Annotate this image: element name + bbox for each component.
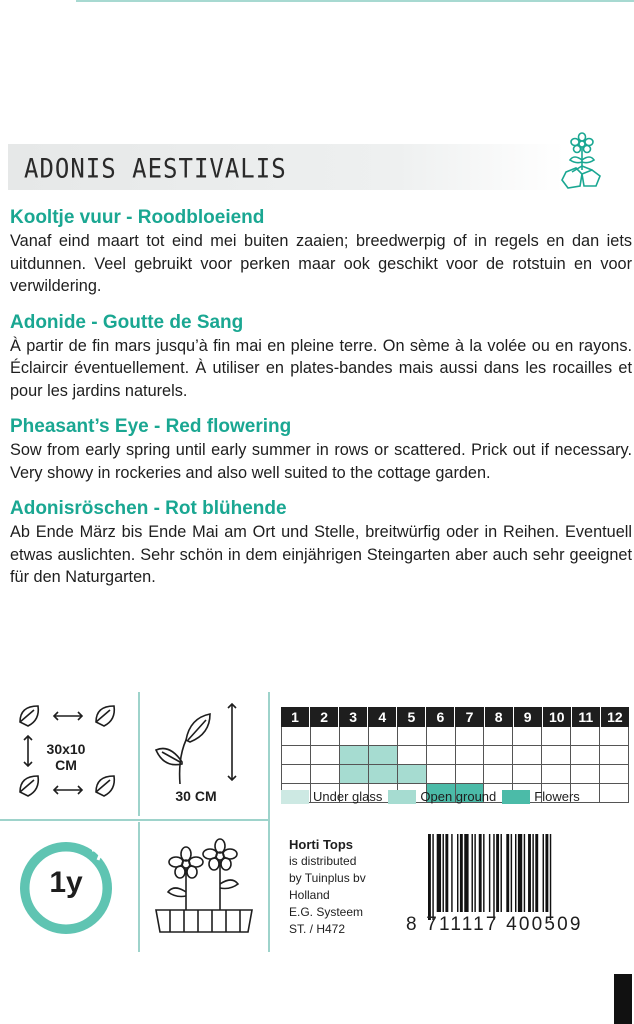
distributor-line: by Tuinplus bv: [289, 871, 366, 885]
barcode-bar: [535, 834, 538, 912]
calendar-cell: [369, 765, 398, 784]
calendar-cell: [484, 765, 513, 784]
calendar-cell: [513, 765, 542, 784]
edge-mark: [614, 974, 632, 1024]
barcode-bar: [464, 834, 468, 912]
calendar-cell: [513, 746, 542, 765]
barcode-bar: [437, 834, 441, 912]
section-body: Ab Ende März bis Ende Mai am Ort und Stelle, breitwürfig oder in Reihen. Eventuell etwas auslichten. Sehr schön in dem einjährigen Steingarten aber auch sehr geeignet für den Naturgarten.: [10, 523, 632, 586]
month-label: 10: [543, 707, 572, 727]
calendar-cell: [542, 746, 571, 765]
calendar-months: [281, 707, 629, 727]
distributor-line: ST. / H472: [289, 922, 346, 936]
month-label: 12: [607, 709, 623, 725]
legend-swatch: [502, 790, 530, 804]
barcode-bar: [460, 834, 463, 912]
legend-flowers: [502, 789, 580, 804]
barcode-bar: [545, 834, 548, 912]
month-label: 11: [572, 707, 601, 727]
month-label: 7: [455, 707, 484, 727]
calendar-cell: [427, 765, 456, 784]
distributor-info: [289, 836, 409, 938]
brand-name: Horti Tops: [289, 837, 354, 852]
calendar-cell: [311, 765, 340, 784]
calendar-cell: [340, 765, 369, 784]
plant-title: ADONIS AESTIVALIS: [24, 153, 287, 185]
barcode-bar: [524, 834, 525, 912]
calendar-cell: [600, 727, 629, 746]
month-label: 1: [281, 707, 310, 727]
legend-open-ground: [388, 789, 496, 804]
barcode-bar: [550, 834, 551, 920]
barcode-bar: [532, 834, 533, 912]
lifecycle-label: 1y: [49, 866, 83, 899]
section-english: [10, 415, 632, 484]
barcode-number: 8 711117 400509: [406, 914, 583, 935]
barcode-bar: [451, 834, 452, 912]
seed-tray-icon: [148, 834, 260, 944]
calendar-cell: [600, 765, 629, 784]
barcode-bar: [493, 834, 494, 920]
grid-divider: [138, 822, 140, 952]
barcode-bar: [479, 834, 482, 912]
calendar-cell: [398, 765, 427, 784]
seedling-logo-icon: [554, 132, 610, 196]
barcode-bar: [489, 834, 490, 912]
calendar-cell: [340, 746, 369, 765]
barcode-bar: [474, 834, 475, 912]
barcode-bar: [472, 834, 473, 912]
month-label: 5: [397, 707, 426, 727]
calendar-cell: [427, 727, 456, 746]
calendar-legend: [281, 789, 586, 804]
barcode-bar: [445, 834, 448, 912]
calendar-cell: [369, 746, 398, 765]
calendar-cell: [340, 727, 369, 746]
top-divider: [76, 0, 634, 2]
section-body: Sow from early spring until early summer in rows or scattered. Prick out if necessary. Very showy in rockeries and also well suited to the cottage garden.: [10, 441, 632, 482]
month-label: 6: [426, 707, 455, 727]
calendar-cell: [600, 746, 629, 765]
barcode: [426, 834, 632, 920]
grid-divider: [0, 819, 270, 821]
distributor-line: is distributed: [289, 854, 357, 868]
month-label: 8: [485, 707, 514, 727]
barcode-bar: [496, 834, 499, 912]
calendar-cell: [369, 727, 398, 746]
calendar-cell: [542, 727, 571, 746]
calendar-cell: [282, 727, 311, 746]
barcode-bar: [483, 834, 484, 912]
barcode-bar: [506, 834, 509, 912]
month-label: 2: [310, 707, 339, 727]
spacing-unit: CM: [55, 757, 77, 773]
calendar-cell: [427, 746, 456, 765]
calendar-cell: [571, 727, 600, 746]
legend-label: Under glass: [313, 789, 383, 804]
calendar-cell: [311, 746, 340, 765]
calendar-cell: [600, 784, 629, 803]
spacing-label: [38, 741, 94, 773]
calendar-cell: [456, 746, 485, 765]
plant-height-icon: [150, 700, 250, 786]
barcode-bar: [518, 834, 522, 912]
barcode-bar: [432, 834, 433, 920]
calendar-cell: [542, 765, 571, 784]
calendar-cell: [311, 727, 340, 746]
barcode-bar: [443, 834, 444, 912]
calendar-row: [281, 727, 629, 746]
calendar-cell: [484, 746, 513, 765]
barcode-bar: [528, 834, 531, 912]
barcode-bar: [501, 834, 502, 912]
calendar-cell: [398, 727, 427, 746]
section-heading: Adonide - Goutte de Sang: [10, 311, 244, 333]
section-heading: Kooltje vuur - Roodbloeiend: [10, 207, 265, 228]
barcode-bar: [428, 834, 431, 920]
calendar-cell: [282, 746, 311, 765]
distributor-line: E.G. Systeem: [289, 905, 364, 919]
month-label: 9: [514, 707, 543, 727]
calendar-row: [281, 746, 629, 765]
grid-divider: [268, 692, 270, 952]
spacing-value: 30x10: [46, 741, 86, 757]
calendar-cell: [571, 746, 600, 765]
section-heading: Adonisröschen - Rot blühende: [10, 498, 287, 519]
grid-divider: [138, 692, 140, 816]
section-dutch: [10, 206, 632, 298]
legend-swatch: [388, 790, 416, 804]
calendar-cell: [456, 765, 485, 784]
month-label: 3: [339, 707, 368, 727]
instructions: [10, 206, 632, 602]
calendar-cell: [571, 765, 600, 784]
section-heading: Pheasant’s Eye - Red flowering: [10, 416, 292, 437]
legend-label: Flowers: [534, 789, 580, 804]
barcode-bar: [515, 834, 516, 912]
section-body: Vanaf eind maart tot eind mei buiten zaaien; breedwerpig of in regels en dan iets uitdunnen. Veel gebruikt voor perken maar ook geschikt voor de rotstuin en voor verwildering.: [10, 232, 632, 295]
legend-under-glass: [281, 789, 382, 804]
title-band: [8, 144, 564, 190]
section-german: [10, 497, 632, 589]
barcode-bar: [511, 834, 512, 912]
legend-swatch: [281, 790, 309, 804]
legend-label: Open ground: [420, 789, 497, 804]
section-french: [10, 311, 632, 403]
height-label: 30 CM: [175, 788, 217, 804]
distributor-line: Holland: [289, 888, 330, 902]
calendar-cell: [513, 727, 542, 746]
section-body: À partir de fin mars jusqu’à fin mai en pleine terre. On sème à la volée ou en rayons. Éclaircir éventuellement. À utiliser en plates-bandes mais aussi dans les rocailles et pour les jardins naturels.: [10, 336, 632, 400]
calendar-row: [281, 765, 629, 784]
barcode-bar: [457, 834, 458, 912]
barcode-bar: [543, 834, 544, 912]
calendar-cell: [484, 727, 513, 746]
calendar-cell: [456, 727, 485, 746]
calendar-cell: [282, 765, 311, 784]
month-label: 4: [368, 707, 397, 727]
calendar-cell: [398, 746, 427, 765]
